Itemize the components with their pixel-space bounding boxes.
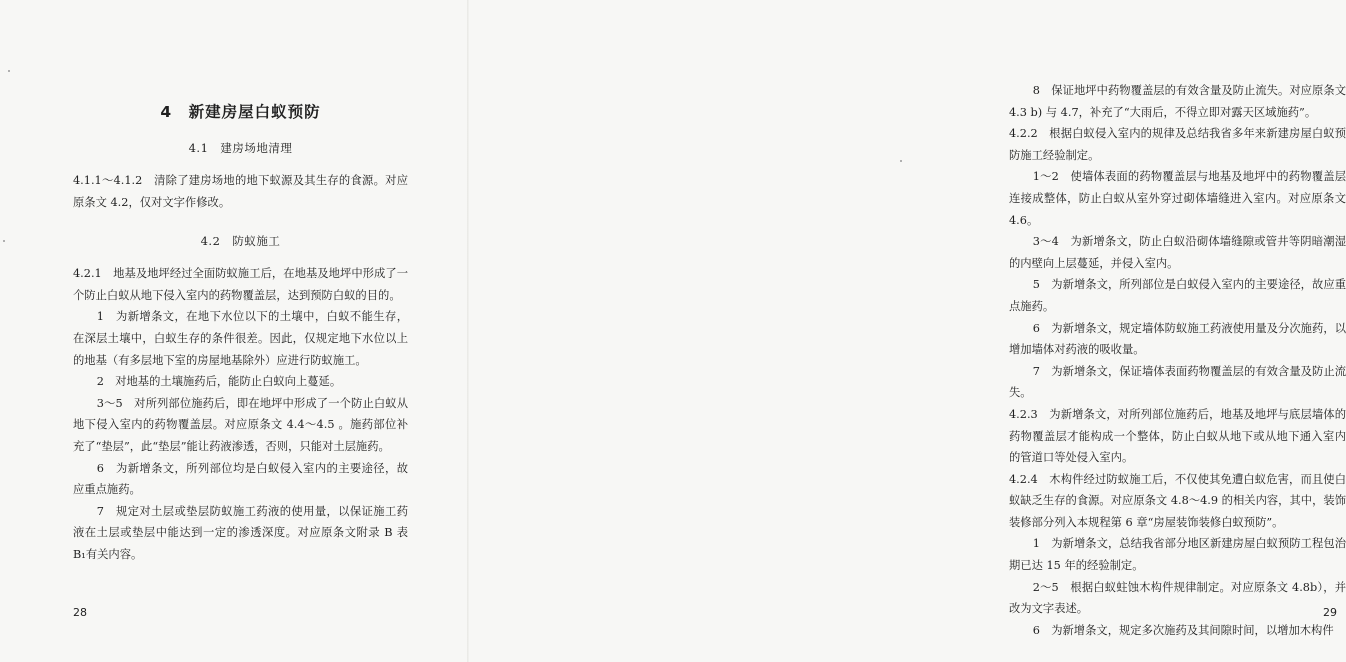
- section-4-2-title: 4.2 防蚁施工: [200, 234, 281, 249]
- scan-speck: [8, 70, 10, 72]
- clause-4-2-4: 4.2.4 木构件经过防蚁施工后，不仅使其免遭白蚁危害，而且使白蚁缺乏生存的食源。对应原条文 4.8～4.9 的相关内容，其中，装饰装修部分列入本规程第 6 章“房屋装饰装修白蚁预防”。: [1009, 472, 1346, 529]
- scan-speck: [3, 240, 5, 242]
- clause-4-2-1-item-2: 2 对地基的土壤施药后，能防止白蚁向上蔓延。: [96, 375, 342, 389]
- clause-4-2-1-item-8: 8 保证地坪中药物覆盖层的有效含量及防止流失。对应原条文 4.3 b) 与 4.7，补充了“大雨后，不得立即对露天区域施药”。: [1009, 84, 1346, 119]
- clause-4-2-1-item-7: 7 规定对土层或垫层防蚁施工药液的使用量，以保证施工药液在土层或垫层中能达到一定的渗透深度。对应原条文附录 B 表 B₁有关内容。: [73, 504, 408, 561]
- clause-4-2-2-item-3-4: 3～4 为新增条文，防止白蚁沿砌体墙缝隙或管井等阴暗潮湿的内壁向上层蔓延，并侵入室内。: [1009, 235, 1346, 270]
- clause-4-1-1: 4.1.1～4.1.2 清除了建房场地的地下蚁源及其生存的食源。对应原条文 4.2，仅对文字作修改。: [73, 174, 408, 209]
- clause-4-2-4-item-2-5: 2～5 根据白蚁蛀蚀木构件规律制定。对应原条文 4.8b），并改为文字表述。: [1009, 580, 1346, 616]
- section-4-1-title: 4.1 建房场地清理: [188, 141, 293, 155]
- clause-4-2-1-item-3-5: 3～5 对所列部位施药后，即在地坪中形成了一个防止白蚁从地下侵入室内的药物覆盖层。对应原条文 4.4～4.5 。施药部位补充了“垫层”，此“垫层”能让药液渗透，否则，只能对土层施药。: [73, 396, 408, 453]
- page-number-left: 28: [73, 606, 87, 619]
- clause-4-2-4-item-1: 1 为新增条文，总结我省部分地区新建房屋白蚁预防工程包治期已达 15 年的经验制定。: [1009, 537, 1346, 573]
- left-page-text: [73, 100, 408, 566]
- scan-speck: [900, 160, 902, 162]
- clause-4-2-4-item-6: 6 为新增条文，规定多次施药及其间隙时间，以增加木构件: [1032, 623, 1334, 637]
- clause-4-2-2-item-1-2: 1～2 使墙体表面的药物覆盖层与地基及地坪中的药物覆盖层连接成整体，防止白蚁从室外穿过砌体墙缝进入室内。对应原条文 4.6。: [1009, 170, 1346, 227]
- clause-4-2-2: 4.2.2 根据白蚁侵入室内的规律及总结我省多年来新建房屋白蚁预防施工经验制定。: [1009, 127, 1346, 162]
- clause-4-2-2-item-6: 6 为新增条文，规定墙体防蚁施工药液使用量及分次施药，以增加墙体对药液的吸收量。: [1009, 321, 1346, 357]
- chapter-title: 4 新建房屋白蚁预防: [160, 103, 321, 121]
- right-page-text: [1009, 80, 1346, 641]
- clause-4-2-2-item-7: 7 为新增条文，保证墙体表面药物覆盖层的有效含量及防止流失。: [1009, 364, 1346, 400]
- page-number-right: 29: [1323, 606, 1337, 619]
- clause-4-2-1-item-6: 6 为新增条文，所列部位均是白蚁侵入室内的主要途径，故应重点施药。: [73, 461, 408, 497]
- left-page: [0, 0, 468, 662]
- clause-4-2-2-item-5: 5 为新增条文，所列部位是白蚁侵入室内的主要途径，故应重点施药。: [1009, 278, 1346, 313]
- right-page: [468, 0, 1346, 662]
- clause-4-2-1-item-1: 1 为新增条文，在地下水位以下的土壤中，白蚁不能生存，在深层土壤中，白蚁生存的条件很差。因此，仅规定地下水位以上的地基（有多层地下室的房屋地基除外）应进行防蚁施工。: [73, 310, 408, 367]
- clause-4-2-1: 4.2.1 地基及地坪经过全面防蚁施工后，在地基及地坪中形成了一个防止白蚁从地下侵入室内的药物覆盖层，达到预防白蚁的目的。: [73, 267, 408, 302]
- clause-4-2-3: 4.2.3 为新增条文，对所列部位施药后，地基及地坪与底层墙体的药物覆盖层才能构成一个整体，防止白蚁从地下或从地下通入室内的管道口等处侵入室内。: [1009, 407, 1346, 465]
